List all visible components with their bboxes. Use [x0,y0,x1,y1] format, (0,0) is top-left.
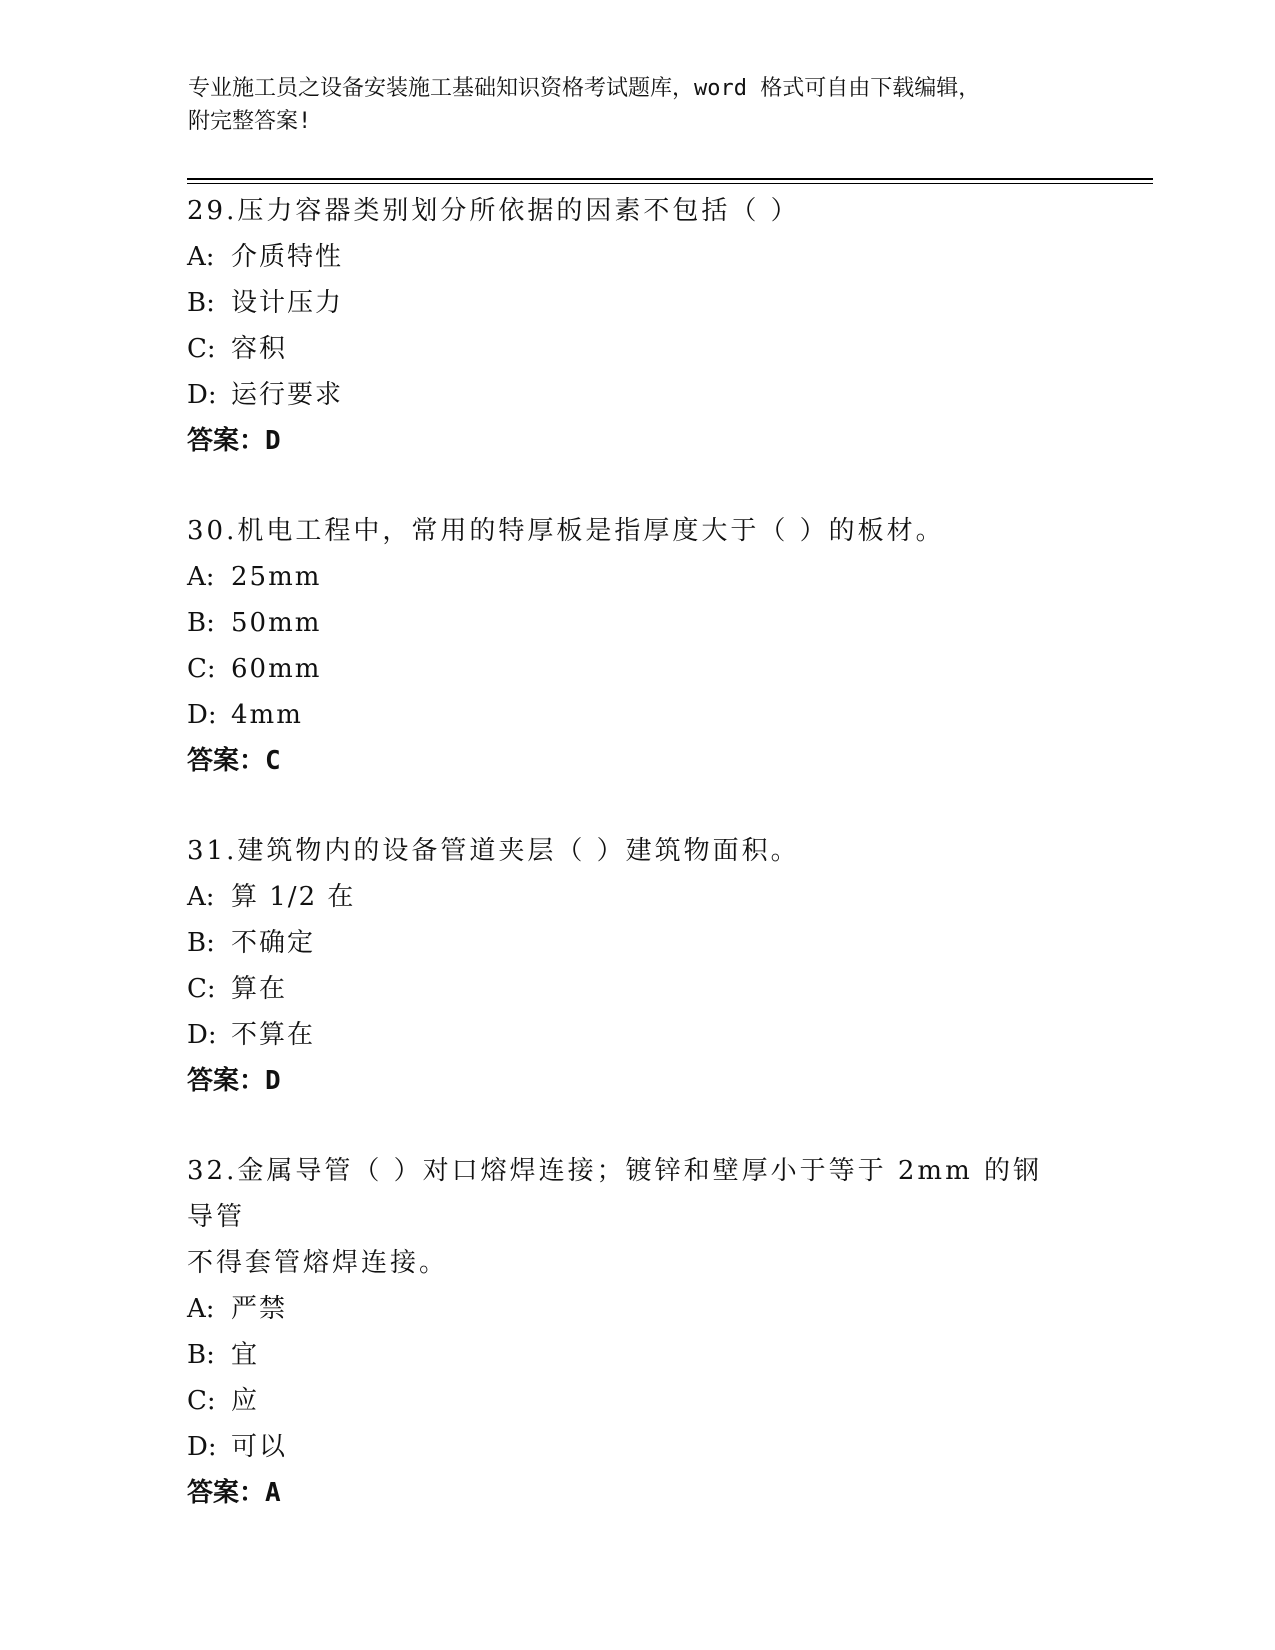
option-text: 算在 [231,974,288,1004]
option-text: 可以 [231,1432,288,1462]
question-29 [187,188,1067,464]
header-line-2: 附完整答案! [188,109,312,134]
option-a [187,554,1067,600]
option-key: D: [187,1020,217,1050]
header-divider-thick [187,178,1153,180]
option-text: 严禁 [231,1294,288,1324]
question-stem-line-1: 32.金属导管（ ）对口熔焊连接；镀锌和壁厚小于等于 2mm 的钢导管 [187,1156,1042,1232]
option-key: B: [187,1340,215,1370]
header-divider-thin [187,183,1153,184]
option-text: 60mm [231,654,322,684]
answer-line: 答案：C [187,746,281,776]
option-text: 不确定 [231,928,316,958]
option-text: 运行要求 [231,380,344,410]
option-key: D: [187,1432,217,1462]
option-key: C: [187,1386,216,1416]
option-key: B: [187,608,215,638]
option-key: B: [187,928,215,958]
option-text: 不算在 [231,1020,316,1050]
option-c [187,646,1067,692]
question-stem: 31.建筑物内的设备管道夹层（ ）建筑物面积。 [187,836,800,866]
option-text: 应 [231,1386,260,1416]
header-line-1: 专业施工员之设备安装施工基础知识资格考试题库，word 格式可自由下载编辑， [188,76,981,101]
option-key: A: [187,1294,215,1324]
option-a [187,874,1067,920]
option-c [187,966,1067,1012]
question-stem-line-2: 不得套管熔焊连接。 [187,1248,449,1278]
answer-line: 答案：D [187,426,281,456]
option-key: A: [187,242,215,272]
option-key: C: [187,974,216,1004]
option-d [187,1424,1067,1470]
document-header [188,72,1068,138]
option-b [187,920,1067,966]
option-b [187,600,1067,646]
option-key: D: [187,700,217,730]
option-text: 50mm [231,608,322,638]
option-a [187,234,1067,280]
option-a [187,1286,1067,1332]
question-stem: 30.机电工程中，常用的特厚板是指厚度大于（ ）的板材。 [187,516,945,546]
option-text: 宜 [231,1340,260,1370]
question-stem: 29.压力容器类别划分所依据的因素不包括（ ） [187,196,800,226]
option-text: 4mm [231,700,303,730]
option-text: 介质特性 [231,242,344,272]
question-32 [187,1148,1067,1516]
option-key: B: [187,288,215,318]
option-c [187,326,1067,372]
option-key: A: [187,562,215,592]
answer-line: 答案：A [187,1478,281,1508]
option-d [187,372,1067,418]
option-b [187,1332,1067,1378]
option-key: C: [187,654,216,684]
option-text: 设计压力 [231,288,344,318]
answer-line: 答案：D [187,1066,281,1096]
option-b [187,280,1067,326]
option-text: 算 1/2 在 [231,882,356,912]
option-d [187,1012,1067,1058]
option-key: C: [187,334,216,364]
option-d [187,692,1067,738]
option-key: A: [187,882,215,912]
question-30 [187,508,1067,784]
option-key: D: [187,380,217,410]
option-text: 容积 [231,334,288,364]
option-c [187,1378,1067,1424]
question-31 [187,828,1067,1104]
option-text: 25mm [231,562,322,592]
